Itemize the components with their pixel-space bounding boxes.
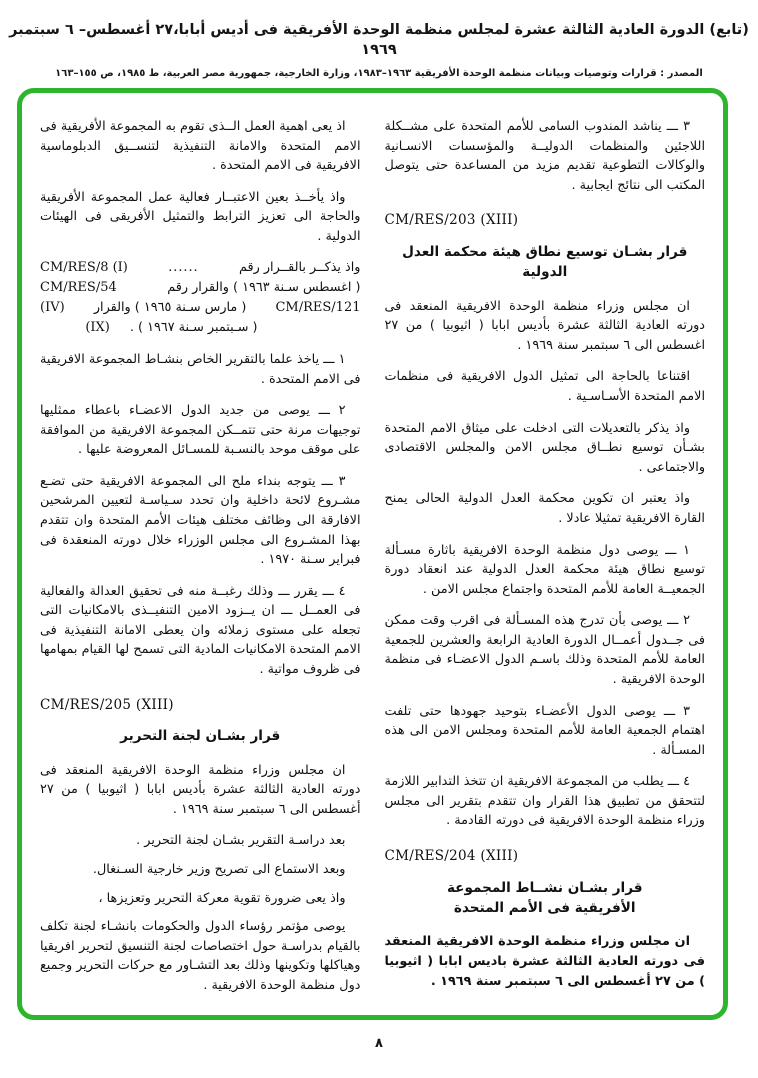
- resolution-code-204: CM/RES/204 (XIII): [384, 848, 519, 865]
- operative-item-2: ٢ ـــ يوصى بأن تدرج هذه المسـألة فى اقرب وقت ممكن فى جــدول أعمــال الدورة العادية الرابعة والعشرين للجمعية العامة للأمم المتحدة وذلك باسـم الدول الاعضـاء فى منظمة الوحدة الافريقية .: [384, 613, 705, 687]
- document-title: (تابع) الدورة العادية الثالثة عشرة لمجلس منظمة الوحدة الأفريقية فى أديس أبابا،٢٧ أغسطس– ٦ سبتمبر ١٩٦٩: [9, 22, 749, 59]
- two-column-body: [22, 93, 723, 1015]
- green-frame: [17, 88, 728, 1020]
- resolution-code-203: CM/RES/203 (XIII): [384, 212, 519, 229]
- recalls-line-4: [40, 318, 303, 338]
- recalls-line-2: [40, 278, 361, 298]
- recalls-arabic-1: واذ يذكــر بالقــرار رقم: [238, 260, 361, 276]
- resolution-code-205: CM/RES/205 (XIII): [40, 696, 174, 713]
- resolution-heading-205: قرار بشـان لجنة التحرير: [120, 728, 281, 745]
- page-header: [0, 20, 758, 79]
- recalls-arabic-4: ( سـبتمبر سـنة ١٩٦٧ ) .: [129, 320, 258, 336]
- session-ref-ix: (IX): [85, 320, 110, 336]
- recalls-resolutions-block: [40, 258, 361, 338]
- paragraph-after-hearing: وبعد الاستماع الى تصريح وزير خارجية السـنغال.: [92, 861, 346, 877]
- operative-item-3: ٣ ـــ يتوجه بنداء ملح الى المجموعة الافريقية حتى تضـع مشـروع لائحة داخلية وان تحدد سـياسـة لتعيين المرشحين الافارقة الى وظائف مختلف هيئات الأمم المتحدة وان تتقدم بهذا المشـروع الى مجلس الوزراء خلال دورته المنعقدة فى فبراير سـنة ١٩٧٠ .: [40, 473, 361, 568]
- paragraph-preamble-204: ان مجلس وزراء منظمة الوحدة الافريقية المنعقد فى دورته العادية الثالثة عشرة باديس ابابا ( اثيوبيا ) من ٢٧ أغسطس الى ٦ سبتمبر سنة ١٩٦٩ .: [384, 934, 705, 989]
- page-number: ٨: [375, 1036, 383, 1051]
- source-line: المصدر : قرارات وتوصيات وبيانات منظمة الوحدة الأفريقية ١٩٦٣–١٩٨٣، وزارة الخارجية، جمهورية مصر العربية، ط ١٩٨٥، ص ١٥٥–١٦٣: [55, 67, 703, 79]
- dot-leader: ......: [168, 260, 199, 276]
- operative-item-4: ٤ ـــ يقرر ـــ وذلك رغبــة منه فى تحقيق العدالة والفعالية فى العمــل ـــ ان يــزود الامين التنفيــذى بالامكانيات التى تجعله على مستوى زملائه وان يعطى الامانة التنفيذية فى الامم المتحدة الامكانيات المادية التى تسمح لها القيام بمهامها فى ظروف مواتية .: [40, 583, 361, 678]
- resolution-heading-204: [385, 878, 706, 919]
- resolution-ref-cmres8: CM/RES/8 (I): [40, 260, 128, 276]
- recalls-line-1: [40, 258, 361, 278]
- resolution-heading-203: قرار بشـان توسيع نطاق هيئة محكمة العدل الدولية: [402, 243, 688, 281]
- paragraph-preamble-203: ان مجلس وزراء منظمة الوحدة الافريقية المنعقد فى دورته العادية الثالثة عشرة بأديس ابابا ( اثيوبيا ) من ٢٧ اغسطس الى ٦ سبتمبر سنة ١٩٦٩ .: [384, 298, 705, 353]
- paragraph-taking-account: واذ يأخــذ بعين الاعتبــار فعالية عمل المجموعة الأفريقية والحاجة الى تعزيز الترابط والتمثيل الأفريقى فى الهيئات الدولية .: [40, 189, 361, 244]
- paragraph-after-study: بعد دراسـة التقرير بشـان لجنة التحرير .: [136, 833, 346, 849]
- paragraph-aware-need: واذ يعى ضرورة تقوية معركة التحرير وتعزيزها ،: [98, 890, 346, 906]
- session-ref-iv: (IV): [40, 300, 65, 316]
- operative-item-1: ١ ـــ ياخذ علما بالتقرير الخاص بنشـاط المجموعة الافريقية فى الامم المتحدة .: [40, 351, 361, 387]
- resolution-heading-204-line2: الأفريقية فى الأمم المتحدة: [453, 900, 636, 917]
- recalls-arabic-2: ( اغسطس سـنة ١٩٦٣ ) والقرار رقم: [167, 280, 361, 296]
- resolution-heading-204-line1: قرار بشـان نشــاط المجموعة: [446, 879, 643, 896]
- operative-item-2: ٢ ـــ يوصى من جديد الدول الاعضـاء باعطاء ممثليها توجيهات مرنة حتى تتمــكن المجموعة الافريقية من الموافقة على موقف موحد بالنسـبة للمسـائل المعروضة عليها .: [40, 403, 361, 458]
- paragraph-recommend: يوصى مؤتمر رؤساء الدول والحكومات بانشـاء لجنة تكلف بالقيام بدراسـة حول اختصاصات لجنة التنسيق لتحرير افريقيا وهياكلها وتكوينها وذلك بعد التشـاور مع حركات التحرير وجميع دول منظمة الوحدة الافريقية .: [40, 919, 361, 993]
- operative-item-3: ٣ ـــ يوصى الدول الأعضـاء بتوحيد جهودها حتى تلفت اهتمام الجمعية العامة للأمم المتحدة ومجلس الامن الى هذه المسـألة .: [384, 703, 705, 758]
- recalls-arabic-3: ( مارس سـنة ١٩٦٥ ) والقرار: [93, 300, 247, 316]
- operative-item-1: ١ ـــ يوصى دول منظمة الوحدة الافريقية باثارة مسـألة توسيع نطاق هيئة محكمة العدل الدولية عند انعقاد دورة الجمعيــة العامة للأمم المتحدة واجتماع مجلس الامن .: [384, 542, 705, 597]
- operative-item-4: ٤ ـــ يطلب من المجموعة الافريقية ان تتخذ التدابير اللازمة لتتحقق من تطبيق هذا القرار وان تتقدم بتقرير الى مجلس وزراء منظمة الوحدة الافريقية فى دورته القادمة .: [384, 774, 705, 829]
- paragraph-conviction: اقتناعا بالحاجة الى تمثيل الدول الافريقية فى منظمات الامم المتحدة الأسـاسـية .: [384, 369, 705, 405]
- resolution-ref-cmres121: CM/RES/121: [275, 300, 361, 316]
- paragraph-considering: واذ يعتبر ان تكوين محكمة العدل الدولية الحالى يمنح القارة الافريقية تمثيلا عادلا .: [384, 491, 705, 526]
- paragraph-recall-amendments: واذ يذكر بالتعديلات التى ادخلت على ميثاق الامم المتحدة بشـأن توسيع نطــاق مجلس الامن والمجلس الاقتصادى والاجتماعى .: [384, 420, 705, 475]
- right-column: [385, 117, 706, 1015]
- left-column: [40, 117, 361, 1015]
- paragraph-appeal: ٣ ـــ يناشد المندوب السامى للأمم المتحدة على مشــكلة اللاجئين والمنظمات الدوليــة والمؤسسات الانسـانية والوكالات التطوعية تقديم مزيد من المساعدة حتى يتوصل المكتب الى نتائج ايجابية .: [384, 119, 705, 193]
- paragraph-preamble-205: ان مجلس وزراء منظمة الوحدة الافريقية المنعقد فى دورته العادية الثالثة عشرة بأديس ابابا ( اثيوبيا ) من ٢٧ أغسطس الى ٦ سبتمبر سنة ١٩٦٩ .: [40, 762, 361, 817]
- paragraph-aware: اذ يعى اهمية العمل الــذى تقوم به المجموعة الأفريقية فى الامم المتحدة والامانة التنفيذية لتنســيق الدبلوماسية الافريقية فى الامم المتحدة .: [40, 119, 361, 174]
- recalls-line-3: [40, 298, 361, 318]
- resolution-ref-cmres54: CM/RES/54: [40, 280, 117, 296]
